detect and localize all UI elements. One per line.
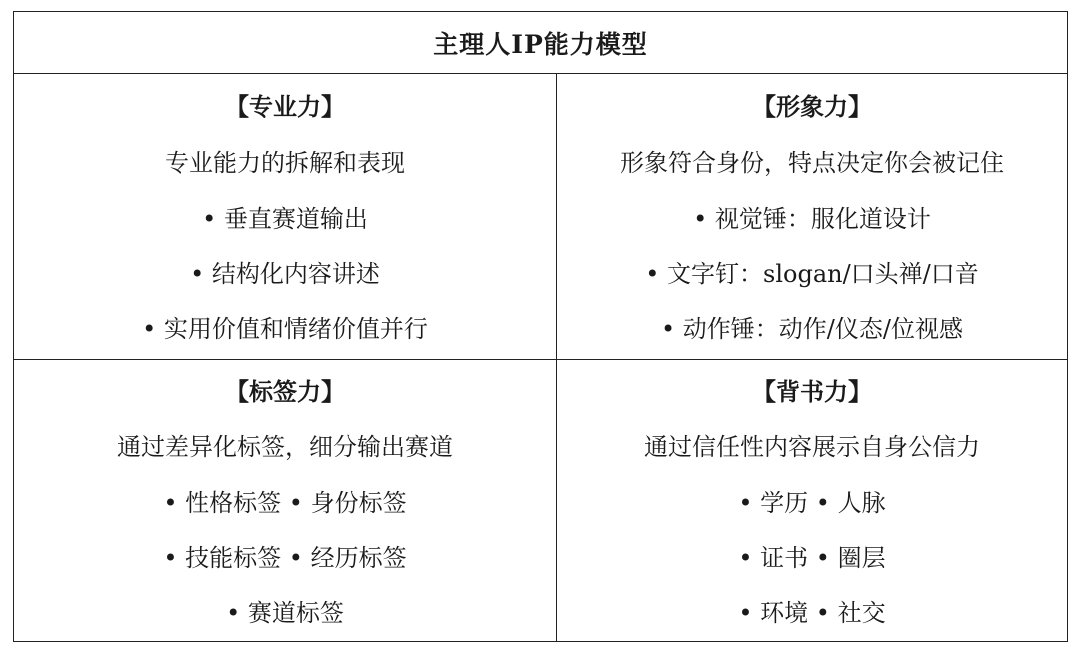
quadrant-description: 通过信任性内容展示自身公信力 <box>644 433 980 461</box>
quadrant-bullet: • 结构化内容讲述 <box>190 260 380 288</box>
quadrant-bullet: • 学历 • 人脉 <box>738 489 886 517</box>
quadrant-endorsement <box>557 360 1067 641</box>
quadrant-bullet: • 动作锤：动作/仪态/位视感 <box>661 315 963 343</box>
quadrant-bullet: • 垂直赛道输出 <box>202 205 368 233</box>
quadrant-description: 通过差异化标签，细分输出赛道 <box>117 433 453 461</box>
quadrant-bullet: • 环境 • 社交 <box>738 599 886 627</box>
quadrant-heading: 【背书力】 <box>752 377 872 406</box>
quadrant-description: 形象符合身份，特点决定你会被记住 <box>620 149 1004 177</box>
quadrant-bullet: • 赛道标签 <box>226 599 344 627</box>
quadrant-professional <box>14 74 557 360</box>
quadrant-image <box>557 74 1067 360</box>
quadrant-label <box>14 360 557 641</box>
ip-capability-model-table <box>13 11 1068 642</box>
quadrant-description: 专业能力的拆解和表现 <box>165 149 405 177</box>
quadrant-bullet: • 视觉锤：服化道设计 <box>693 205 931 233</box>
quadrant-bullet: • 性格标签 • 身份标签 <box>163 489 407 517</box>
quadrant-heading: 【专业力】 <box>225 92 345 121</box>
quadrant-bullet: • 文字钉：slogan/口头禅/口音 <box>645 260 979 288</box>
quadrant-bullet: • 实用价值和情绪价值并行 <box>142 315 428 343</box>
quadrant-heading: 【形象力】 <box>752 92 872 121</box>
quadrant-heading: 【标签力】 <box>225 377 345 406</box>
quadrant-bullet: • 证书 • 圈层 <box>738 544 886 572</box>
quadrant-bullet: • 技能标签 • 经历标签 <box>163 544 407 572</box>
table-title: 主理人IP能力模型 <box>14 12 1067 74</box>
